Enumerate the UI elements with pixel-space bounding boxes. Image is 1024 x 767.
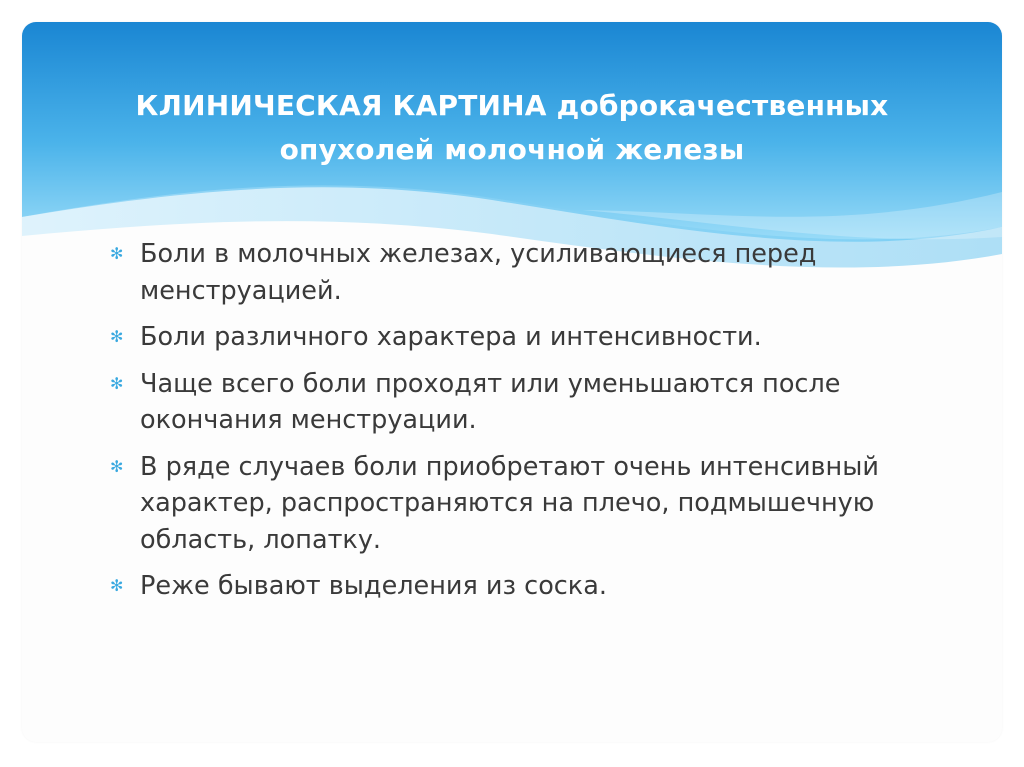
asterisk-bullet-icon: ✻	[110, 456, 124, 476]
slide	[22, 22, 1002, 742]
asterisk-bullet-icon: ✻	[110, 373, 124, 393]
list-item	[110, 366, 950, 439]
bullet-text: Боли различного характера и интенсивности.	[140, 322, 762, 352]
bullet-text: В ряде случаев боли приобретают очень интенсивный характер, распространяются на плечо, подмышечную область, лопатку.	[140, 451, 879, 555]
list-item	[110, 449, 950, 559]
bullet-text: Чаще всего боли проходят или уменьшаются после окончания менструации.	[140, 368, 841, 435]
bullet-text: Боли в молочных железах, усиливающиеся перед менструацией.	[140, 239, 817, 306]
asterisk-bullet-icon: ✻	[110, 244, 124, 263]
bullet-text: Реже бывают выделения из соска.	[140, 571, 607, 601]
bullet-list	[110, 236, 950, 615]
title-caps: КЛИНИЧЕСКАЯ КАРТИНА	[135, 89, 547, 122]
list-item	[110, 319, 950, 356]
asterisk-bullet-icon: ✻	[110, 576, 124, 595]
slide-title	[62, 84, 962, 172]
list-item	[110, 236, 950, 309]
asterisk-bullet-icon: ✻	[110, 327, 124, 346]
title-rest: доброкачественных опухолей молочной железы	[279, 89, 889, 166]
list-item	[110, 568, 950, 605]
